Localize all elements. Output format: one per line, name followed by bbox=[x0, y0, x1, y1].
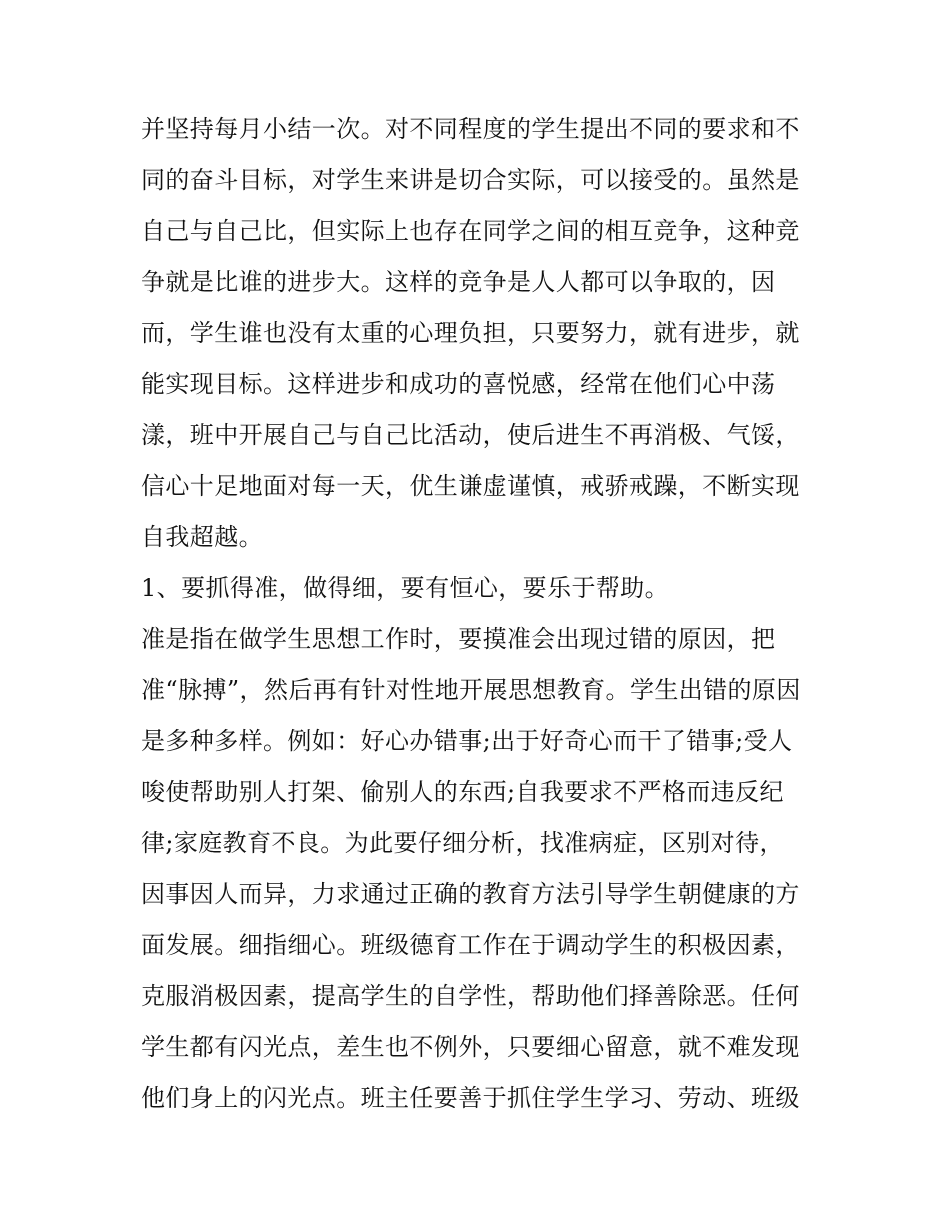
text-line: 他们身上的闪光点。班主任要善于抓住学生学习、劳动、班级 bbox=[141, 1084, 800, 1112]
text-line: 同的奋斗目标，对学生来讲是切合实际，可以接受的。虽然是 bbox=[141, 166, 800, 194]
text-line: 而，学生谁也没有太重的心理负担，只要努力，就有进步，就 bbox=[141, 319, 800, 347]
text-line: 律;家庭教育不良。为此要仔细分析，找准病症，区别对待， bbox=[141, 829, 784, 857]
text-line: 准“脉搏”，然后再有针对性地开展思想教育。学生出错的原因 bbox=[141, 676, 801, 704]
text-line: 准是指在做学生思想工作时，要摸准会出现过错的原因，把 bbox=[141, 625, 776, 653]
text-line: 漾，班中开展自己与自己比活动，使后进生不再消极、气馁， bbox=[141, 421, 800, 449]
text-line: 自我超越。 bbox=[141, 523, 263, 551]
text-line: 是多种多样。例如：好心办错事;出于好奇心而干了错事;受人 bbox=[141, 727, 793, 755]
text-line: 自己与自己比，但实际上也存在同学之间的相互竞争，这种竞 bbox=[141, 217, 800, 245]
text-line: 信心十足地面对每一天，优生谦虚谨慎，戒骄戒躁，不断实现 bbox=[141, 472, 800, 500]
text-line: 克服消极因素，提高学生的自学性，帮助他们择善除恶。任何 bbox=[141, 982, 800, 1010]
body-text bbox=[141, 104, 821, 1124]
text-line: 面发展。细指细心。班级德育工作在于调动学生的积极因素， bbox=[141, 931, 800, 959]
text-line: 并坚持每月小结一次。对不同程度的学生提出不同的要求和不 bbox=[141, 115, 800, 143]
text-line: 因事因人而异，力求通过正确的教育方法引导学生朝健康的方 bbox=[141, 880, 800, 908]
text-line: 学生都有闪光点，差生也不例外，只要细心留意，就不难发现 bbox=[141, 1033, 800, 1061]
text-line: 争就是比谁的进步大。这样的竞争是人人都可以争取的，因 bbox=[141, 268, 776, 296]
text-line: 唆使帮助别人打架、偷别人的东西;自我要求不严格而违反纪 bbox=[141, 778, 784, 806]
section-heading: 1、要抓得准，做得细，要有恒心，要乐于帮助。 bbox=[141, 574, 670, 602]
text-line: 能实现目标。这样进步和成功的喜悦感，经常在他们心中荡 bbox=[141, 370, 776, 398]
